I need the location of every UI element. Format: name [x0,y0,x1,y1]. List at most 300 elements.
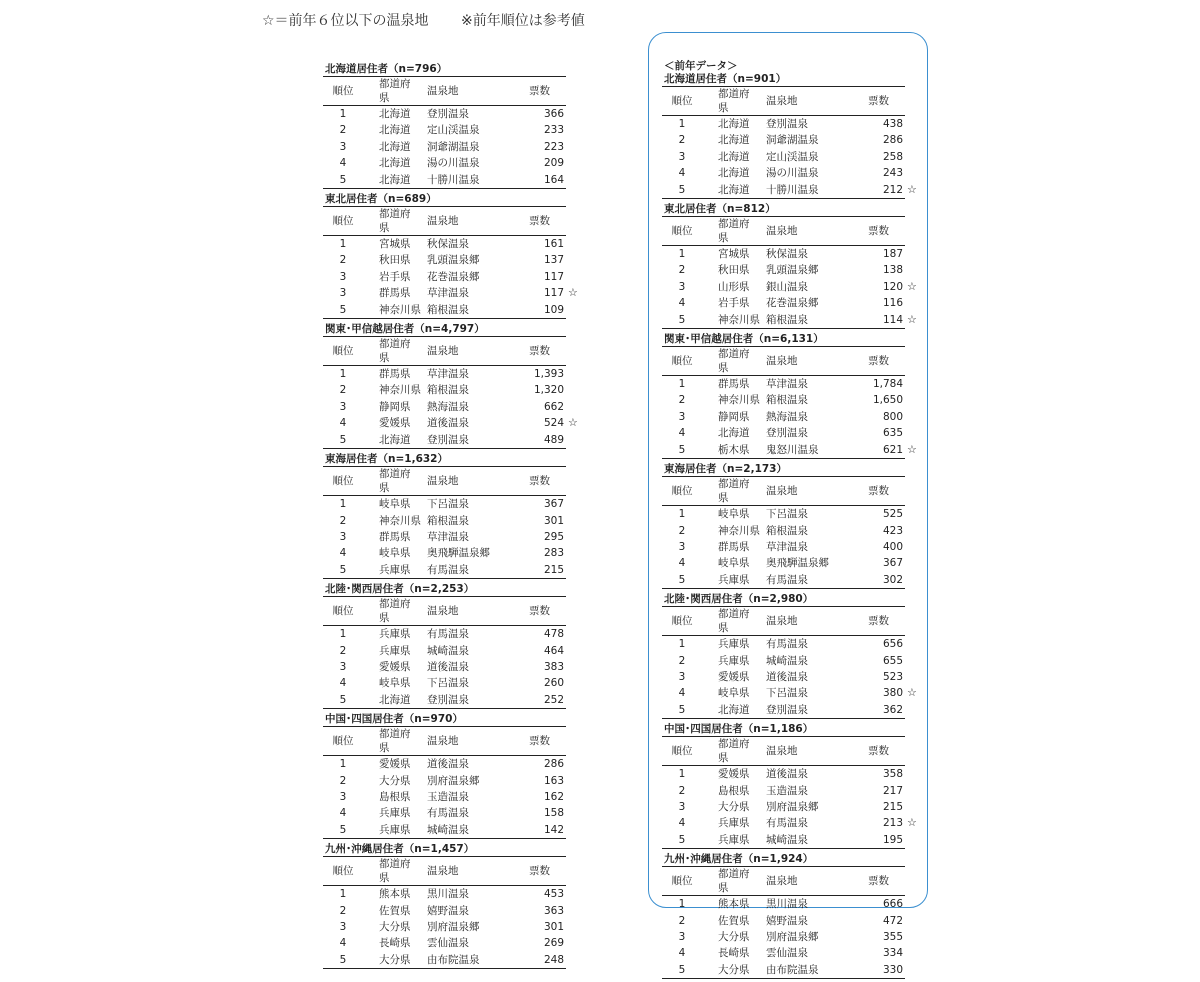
table-row [662,165,905,181]
cell-spa [756,766,846,783]
cell-rank-text: 3 [678,280,686,293]
cell-pref-text: 北海道 [379,124,411,137]
cell-votes [507,382,566,398]
cell-votes-text: 215 [882,800,903,813]
cell-spa-text: 玉造温泉 [427,790,469,803]
cell-pref [363,903,417,919]
table-header-row [662,867,905,896]
cell-spa [756,425,846,441]
cell-pref-text: 兵庫県 [718,817,750,830]
cell-pref [702,376,756,393]
cell-pref-text: 兵庫県 [379,644,411,657]
cell-rank-text: 2 [339,124,347,137]
cell-votes-text: 286 [543,758,564,771]
header-votes: 票数 [868,875,889,888]
cell-spa-text: 秋保温泉 [427,238,469,251]
cell-votes-text: 212 [882,183,903,196]
cell-votes-text: 464 [543,644,564,657]
cell-spa-text: 有馬温泉 [427,807,469,820]
cell-rank [323,789,363,805]
legend-reference-note: ※前年順位は参考値 [461,13,585,29]
ranking-section [323,322,578,452]
cell-votes-text: 666 [882,898,903,911]
header-votes: 票数 [529,865,550,878]
ranking-table [323,726,566,839]
header-spa: 温泉地 [766,745,798,758]
cell-rank-text: 3 [678,150,686,163]
cell-rank-text: 4 [678,687,686,700]
cell-pref-text: 佐賀県 [379,904,411,917]
table-header-row [323,727,566,756]
cell-spa [417,432,507,449]
cell-rank-text: 2 [678,654,686,667]
cell-spa-text: 定山渓温泉 [427,124,480,137]
cell-rank [323,952,363,969]
cell-pref-text: 北海道 [379,173,411,186]
cell-spa-text: 草津温泉 [766,378,808,391]
legend [262,10,585,30]
cell-rank-text: 1 [678,638,686,651]
ranking-section [662,462,905,592]
cell-votes-text: 656 [882,638,903,651]
cell-votes [846,815,917,831]
cell-pref-text: 群馬県 [718,540,750,553]
cell-votes-text: 400 [882,540,903,553]
cell-spa-text: 奥飛騨温泉郷 [427,547,490,560]
cell-rank [662,409,702,425]
header-rank: 順位 [671,485,693,498]
cell-pref [363,822,417,839]
cell-votes-text: 164 [543,173,564,186]
cell-votes [507,529,566,545]
cell-rank [323,269,363,285]
header-spa: 温泉地 [427,865,459,878]
header-votes: 票数 [529,215,550,228]
cell-votes [507,139,566,155]
cell-pref-text: 大分県 [718,800,750,813]
cell-pref-text: 宮城県 [379,238,411,251]
cell-votes-text: 423 [882,524,903,537]
cell-pref-text: 岐阜県 [718,557,750,570]
cell-spa [756,392,846,408]
cell-votes-text: 120 [882,280,903,293]
cell-pref [363,432,417,449]
cell-pref [363,106,417,123]
cell-rank-text: 1 [678,508,686,521]
cell-votes [507,399,566,415]
cell-pref-text: 愛媛県 [718,670,750,683]
cell-pref [363,366,417,383]
table-row [323,903,566,919]
cell-spa [756,962,846,979]
cell-pref [363,399,417,415]
cell-pref [702,783,756,799]
cell-pref [702,165,756,181]
cell-rank [662,182,702,199]
cell-rank-text: 3 [678,800,686,813]
cell-rank [662,539,702,555]
cell-pref-text: 北海道 [379,157,411,170]
cell-votes-text: 302 [882,573,903,586]
cell-spa [417,822,507,839]
table-header-row [323,467,566,496]
header-votes: 票数 [529,85,550,97]
cell-votes [846,409,905,425]
cell-votes [846,376,905,393]
cell-votes-text: 330 [882,963,903,976]
ranking-table [662,86,917,199]
table-row [662,523,905,539]
cell-spa [417,562,507,579]
cell-rank [323,139,363,155]
cell-spa [756,442,846,459]
cell-pref [363,952,417,969]
cell-votes-text: 366 [543,108,564,120]
cell-spa [417,643,507,659]
table-row [323,399,566,415]
table-row [662,182,905,199]
cell-pref-text: 北海道 [718,703,750,716]
cell-spa-text: 箱根温泉 [766,524,808,537]
cell-pref [363,935,417,951]
cell-votes [846,832,905,849]
cell-spa [756,572,846,589]
cell-rank [662,555,702,571]
cell-spa-text: 洞爺湖温泉 [766,134,819,147]
cell-votes [507,886,566,903]
cell-spa-text: 箱根温泉 [427,303,469,316]
cell-votes [507,269,566,285]
cell-votes [846,279,917,295]
cell-spa [756,913,846,929]
cell-spa-text: 乳頭温泉郷 [766,264,819,277]
table-header-row [323,337,566,366]
header-pref: 都道府県 [718,88,750,114]
cell-rank [662,376,702,393]
ranking-table [323,596,566,709]
table-row [323,155,566,171]
cell-votes-text: 334 [882,947,903,960]
table-row [662,799,905,815]
cell-votes-text: 252 [543,693,564,706]
cell-spa-text: 有馬温泉 [766,573,808,586]
header-rank: 順位 [671,745,693,758]
cell-spa [417,659,507,675]
table-row [662,555,905,571]
cell-spa [417,399,507,415]
cell-votes-text: 662 [543,400,564,413]
table-row [662,815,905,831]
cell-votes-text: 209 [543,157,564,170]
table-row [662,116,905,133]
cell-rank-text: 3 [339,660,347,673]
cell-spa [417,252,507,268]
cell-spa-text: 有馬温泉 [427,563,469,576]
cell-pref [363,562,417,579]
cell-votes [507,935,566,951]
section-title: 中国･四国居住者（n=970） [325,713,463,726]
header-pref: 都道府県 [718,218,750,245]
cell-rank-text: 4 [678,167,686,180]
cell-pref-text: 岐阜県 [379,677,411,690]
cell-spa [756,685,846,701]
cell-votes-text: 472 [882,914,903,927]
cell-pref [702,766,756,783]
cell-rank-text: 1 [339,108,347,120]
table-row [662,929,905,945]
cell-rank [662,896,702,913]
cell-spa [417,756,507,773]
cell-spa [417,675,507,691]
section-title: 北海道居住者（n=901） [664,73,787,85]
cell-pref-text: 神奈川県 [718,394,760,407]
header-rank: 順位 [332,735,354,748]
cell-pref-text: 岩手県 [718,297,750,310]
cell-spa-text: 草津温泉 [427,530,469,543]
cell-rank-text: 2 [678,914,686,927]
cell-votes [846,165,905,181]
table-row [323,626,566,643]
ranking-table [662,606,917,719]
table-row [662,685,905,701]
cell-spa-text: 下呂温泉 [427,498,469,511]
cell-votes [507,415,578,431]
cell-pref-text: 北海道 [718,150,750,163]
cell-spa [417,302,507,319]
cell-votes-text: 116 [882,297,903,310]
cell-spa [417,805,507,821]
cell-rank-text: 3 [339,270,347,283]
cell-spa [417,903,507,919]
cell-pref [363,302,421,319]
header-spa: 温泉地 [766,225,798,238]
cell-pref-text: 北海道 [379,693,411,706]
cell-votes [846,913,905,929]
cell-votes [507,122,566,138]
cell-pref [702,279,756,295]
cell-spa [417,773,507,789]
cell-votes [846,116,905,133]
table-row [323,659,566,675]
table-row [662,425,905,441]
cell-pref-text: 大分県 [718,963,750,976]
cell-pref-text: 大分県 [379,774,411,787]
cell-pref-text: 岩手県 [379,270,411,283]
cell-spa-text: 玉造温泉 [766,784,808,797]
cell-pref-text: 静岡県 [379,400,411,413]
cell-pref [702,799,756,815]
table-header-row [323,77,566,106]
cell-votes-text: 301 [543,921,564,933]
table-row [323,236,566,253]
cell-votes-text: 163 [543,774,564,787]
ranking-section [323,452,566,582]
cell-spa-text: 雲仙温泉 [427,937,469,950]
cell-spa [417,382,507,398]
table-row [323,122,566,138]
cell-pref [363,236,417,253]
cell-rank [662,116,702,133]
cell-rank [323,172,363,189]
header-rank: 順位 [332,865,354,878]
cell-pref-text: 北海道 [379,108,411,120]
cell-votes-text: 1,784 [872,378,903,391]
star-icon: ☆ [568,416,578,430]
cell-rank [323,366,363,383]
cell-rank-text: 3 [678,410,686,423]
cell-rank [662,653,702,669]
cell-rank-text: 2 [678,134,686,147]
cell-spa [756,929,846,945]
cell-spa [417,122,507,138]
header-rank: 順位 [332,215,354,228]
header-rank: 順位 [332,605,354,618]
ranking-section [662,722,917,852]
table-row [662,392,905,408]
ranking-table [323,76,566,189]
cell-votes-text: 223 [543,140,564,153]
cell-rank [662,262,702,278]
cell-rank [323,496,363,513]
cell-pref [363,675,417,691]
cell-rank-text: 1 [678,768,686,781]
cell-pref [363,155,417,171]
table-header-row [323,207,566,236]
cell-rank [662,246,702,263]
cell-rank-text: 3 [339,530,347,543]
cell-votes-text: 380 [882,687,903,700]
cell-spa-text: 花巻温泉郷 [427,270,480,283]
cell-votes [507,822,566,839]
cell-pref [363,269,417,285]
cell-votes [507,952,566,969]
cell-rank-text: 5 [339,303,347,316]
cell-spa [417,529,507,545]
cell-spa [417,886,507,903]
cell-rank-text: 3 [339,140,347,153]
cell-spa-text: 有馬温泉 [766,638,808,651]
cell-pref-text: 兵庫県 [718,573,750,586]
cell-spa [756,295,846,311]
header-pref: 都道府県 [718,738,750,765]
table-header-row [323,857,566,886]
header-spa: 温泉地 [766,95,798,107]
cell-pref-text: 長崎県 [379,937,411,950]
table-row [662,246,905,263]
cell-rank [662,799,702,815]
cell-pref [702,182,756,199]
cell-votes [507,903,566,919]
cell-pref [363,496,417,513]
cell-votes-text: 187 [882,248,903,261]
cell-pref-text: 兵庫県 [718,654,750,667]
cell-rank-text: 5 [339,823,347,836]
cell-spa [417,496,507,513]
cell-pref [702,295,756,311]
cell-spa [417,935,507,951]
cell-spa-text: 乳頭温泉郷 [427,254,480,267]
star-icon: ☆ [907,312,917,326]
cell-spa [756,246,846,263]
cell-votes-text: 800 [882,410,903,423]
cell-votes-text: 243 [882,167,903,180]
cell-votes-text: 301 [543,514,564,527]
cell-votes-text: 478 [543,628,564,641]
header-pref: 都道府県 [718,478,750,505]
header-votes: 票数 [868,95,889,107]
cell-rank [662,783,702,799]
cell-spa-text: 嬉野温泉 [766,914,808,927]
table-row [323,302,566,319]
cell-rank [662,945,702,961]
cell-rank [662,962,702,979]
cell-pref-text: 神奈川県 [379,384,421,397]
header-pref: 都道府県 [379,858,411,885]
cell-spa-text: 由布院温泉 [766,963,819,976]
table-row [662,409,905,425]
cell-pref-text: 群馬県 [379,530,411,543]
header-votes: 票数 [868,615,889,628]
section-title: 関東･甲信越居住者（n=4,797） [325,323,485,336]
cell-votes [846,929,905,945]
star-icon: ☆ [907,182,917,196]
cell-votes [846,246,905,263]
cell-pref-text: 兵庫県 [718,833,750,846]
cell-pref-text: 岐阜県 [379,498,411,511]
cell-spa [417,545,507,561]
cell-votes [846,962,905,979]
header-spa: 温泉地 [427,345,459,358]
table-row [662,312,905,329]
table-row [323,139,566,155]
cell-rank-text: 1 [678,118,686,130]
cell-pref-text: 神奈川県 [379,514,421,527]
star-icon: ☆ [907,816,917,830]
cell-votes-text: 195 [882,833,903,846]
table-row [662,653,905,669]
header-votes: 票数 [868,225,889,238]
cell-spa-text: 箱根温泉 [766,394,808,407]
cell-pref-text: 愛媛県 [379,660,411,673]
cell-votes [846,685,917,701]
cell-rank-text: 2 [339,774,347,787]
cell-rank-text: 5 [678,963,686,976]
cell-rank [662,295,702,311]
cell-votes-text: 161 [543,238,564,251]
table-row [662,783,905,799]
table-row [323,252,566,268]
ranking-table [323,336,578,449]
cell-spa [756,702,846,719]
cell-rank [323,935,363,951]
cell-votes [507,919,566,935]
ranking-section [662,72,917,202]
ranking-table [662,866,905,979]
table-header-row [662,217,905,246]
cell-pref [363,692,417,709]
ranking-section [323,842,566,972]
cell-spa-text: 十勝川温泉 [766,183,819,196]
header-rank: 順位 [332,85,354,97]
cell-spa [756,506,846,523]
cell-pref [702,669,756,685]
table-row [323,789,566,805]
cell-votes [507,692,566,709]
cell-votes [846,392,905,408]
cell-votes-text: 383 [543,660,564,673]
cell-votes-text: 362 [882,703,903,716]
cell-votes [507,773,566,789]
